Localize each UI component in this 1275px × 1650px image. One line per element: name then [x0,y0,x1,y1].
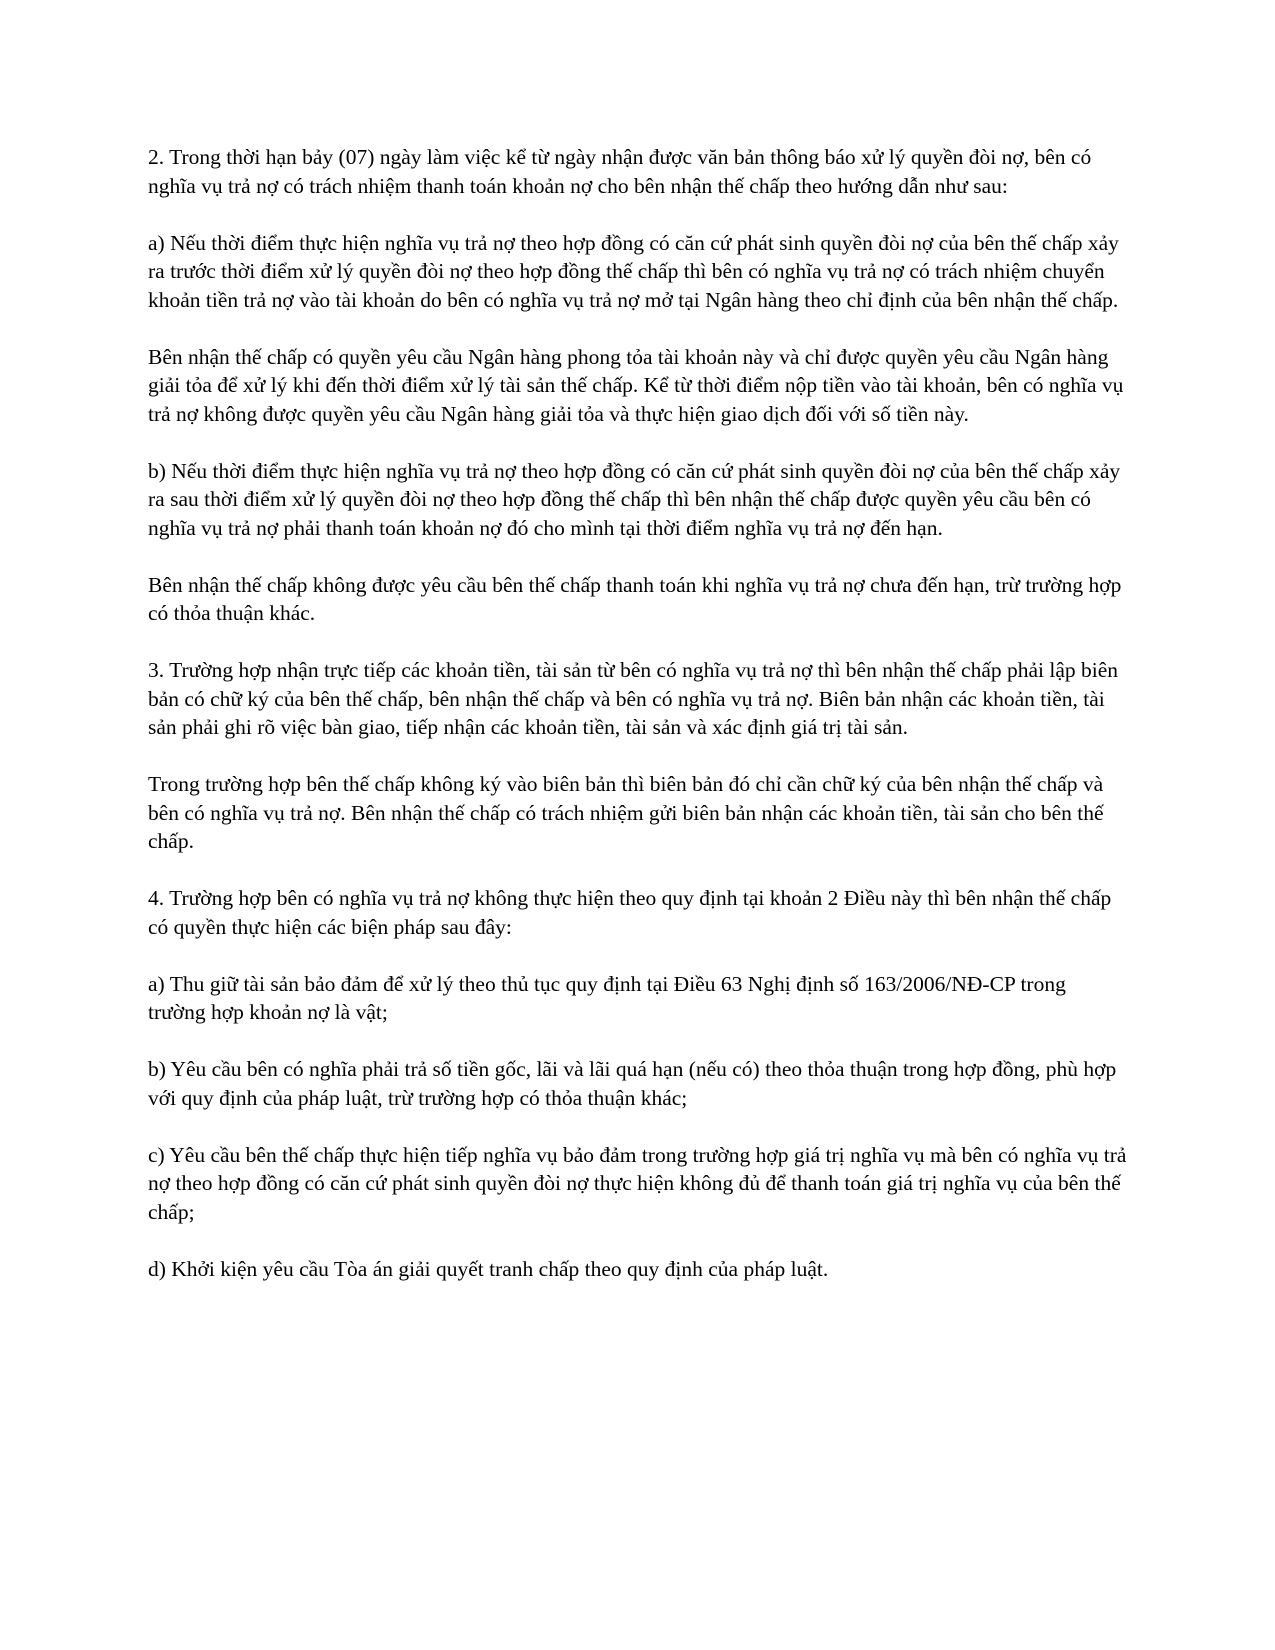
paragraph-clause-2b-note: Bên nhận thế chấp không được yêu cầu bên thế chấp thanh toán khi nghĩa vụ trả nợ chưa đến hạn, trừ trường hợp có thỏa thuận khác. [148,572,1122,625]
paragraph-clause-2a-account: Bên nhận thế chấp có quyền yêu cầu Ngân hàng phong tỏa tài khoản này và chỉ được quyền yêu cầu Ngân hàng giải tỏa để xử lý khi đến thời điểm xử lý tài sản thế chấp. Kể từ thời điểm nộp tiền vào tài khoản, bên có nghĩa vụ trả nợ không được quyền yêu cầu Ngân hàng giải tỏa và thực hiện giao dịch đối với số tiền này. [148,344,1124,426]
paragraph-clause-4a: a) Thu giữ tài sản bảo đảm để xử lý theo thủ tục quy định tại Điều 63 Nghị định số 163/2006/NĐ-CP trong trường hợp khoản nợ là vật; [148,971,1066,1024]
paragraph-clause-3: 3. Trường hợp nhận trực tiếp các khoản tiền, tài sản từ bên có nghĩa vụ trả nợ thì bên nhận thế chấp phải lập biên bản có chữ ký của bên thế chấp, bên nhận thế chấp và bên có nghĩa vụ trả nợ. Biên bản nhận các khoản tiền, tài sản phải ghi rõ việc bàn giao, tiếp nhận các khoản tiền, tài sản và xác định giá trị tài sản. [148,658,1119,739]
document-body [148,143,1128,1312]
paragraph-clause-3-note: Trong trường hợp bên thế chấp không ký vào biên bản thì biên bản đó chỉ cần chữ ký của bên nhận thế chấp và bên có nghĩa vụ trả nợ. Bên nhận thế chấp có trách nhiệm gửi biên bản nhận các khoản tiền, tài sản cho bên thế chấp. [148,772,1104,853]
paragraph-clause-4: 4. Trường hợp bên có nghĩa vụ trả nợ không thực hiện theo quy định tại khoản 2 Điều này thì bên nhận thế chấp có quyền thực hiện các biện pháp sau đây: [148,886,1112,939]
paragraph-clause-2a: a) Nếu thời điểm thực hiện nghĩa vụ trả nợ theo hợp đồng có căn cứ phát sinh quyền đòi nợ của bên thế chấp xảy ra trước thời điểm xử lý quyền đòi nợ theo hợp đồng thế chấp thì bên có nghĩa vụ trả nợ có trách nhiệm chuyển khoản tiền trả nợ vào tài khoản do bên có nghĩa vụ trả nợ mở tại Ngân hàng theo chỉ định của bên nhận thế chấp. [148,230,1119,312]
paragraph-clause-2: 2. Trong thời hạn bảy (07) ngày làm việc kể từ ngày nhận được văn bản thông báo xử lý quyền đòi nợ, bên có nghĩa vụ trả nợ có trách nhiệm thanh toán khoản nợ cho bên nhận thế chấp theo hướng dẫn như sau: [148,145,1092,198]
paragraph-clause-4d: d) Khởi kiện yêu cầu Tòa án giải quyết tranh chấp theo quy định của pháp luật. [148,1256,829,1281]
paragraph-clause-4b: b) Yêu cầu bên có nghĩa phải trả số tiền gốc, lãi và lãi quá hạn (nếu có) theo thỏa thuận trong hợp đồng, phù hợp với quy định của pháp luật, trừ trường hợp có thỏa thuận khác; [148,1057,1117,1110]
paragraph-clause-4c: c) Yêu cầu bên thế chấp thực hiện tiếp nghĩa vụ bảo đảm trong trường hợp giá trị nghĩa vụ mà bên có nghĩa vụ trả nợ theo hợp đồng có căn cứ phát sinh quyền đòi nợ thực hiện không đủ để thanh toán giá trị nghĩa vụ của bên thế chấp; [148,1142,1127,1224]
paragraph-clause-2b: b) Nếu thời điểm thực hiện nghĩa vụ trả nợ theo hợp đồng có căn cứ phát sinh quyền đòi nợ của bên thế chấp xảy ra sau thời điểm xử lý quyền đòi nợ theo hợp đồng thế chấp thì bên nhận thế chấp được quyền yêu cầu bên có nghĩa vụ trả nợ phải thanh toán khoản nợ đó cho mình tại thời điểm nghĩa vụ trả nợ đến hạn. [148,458,1121,540]
